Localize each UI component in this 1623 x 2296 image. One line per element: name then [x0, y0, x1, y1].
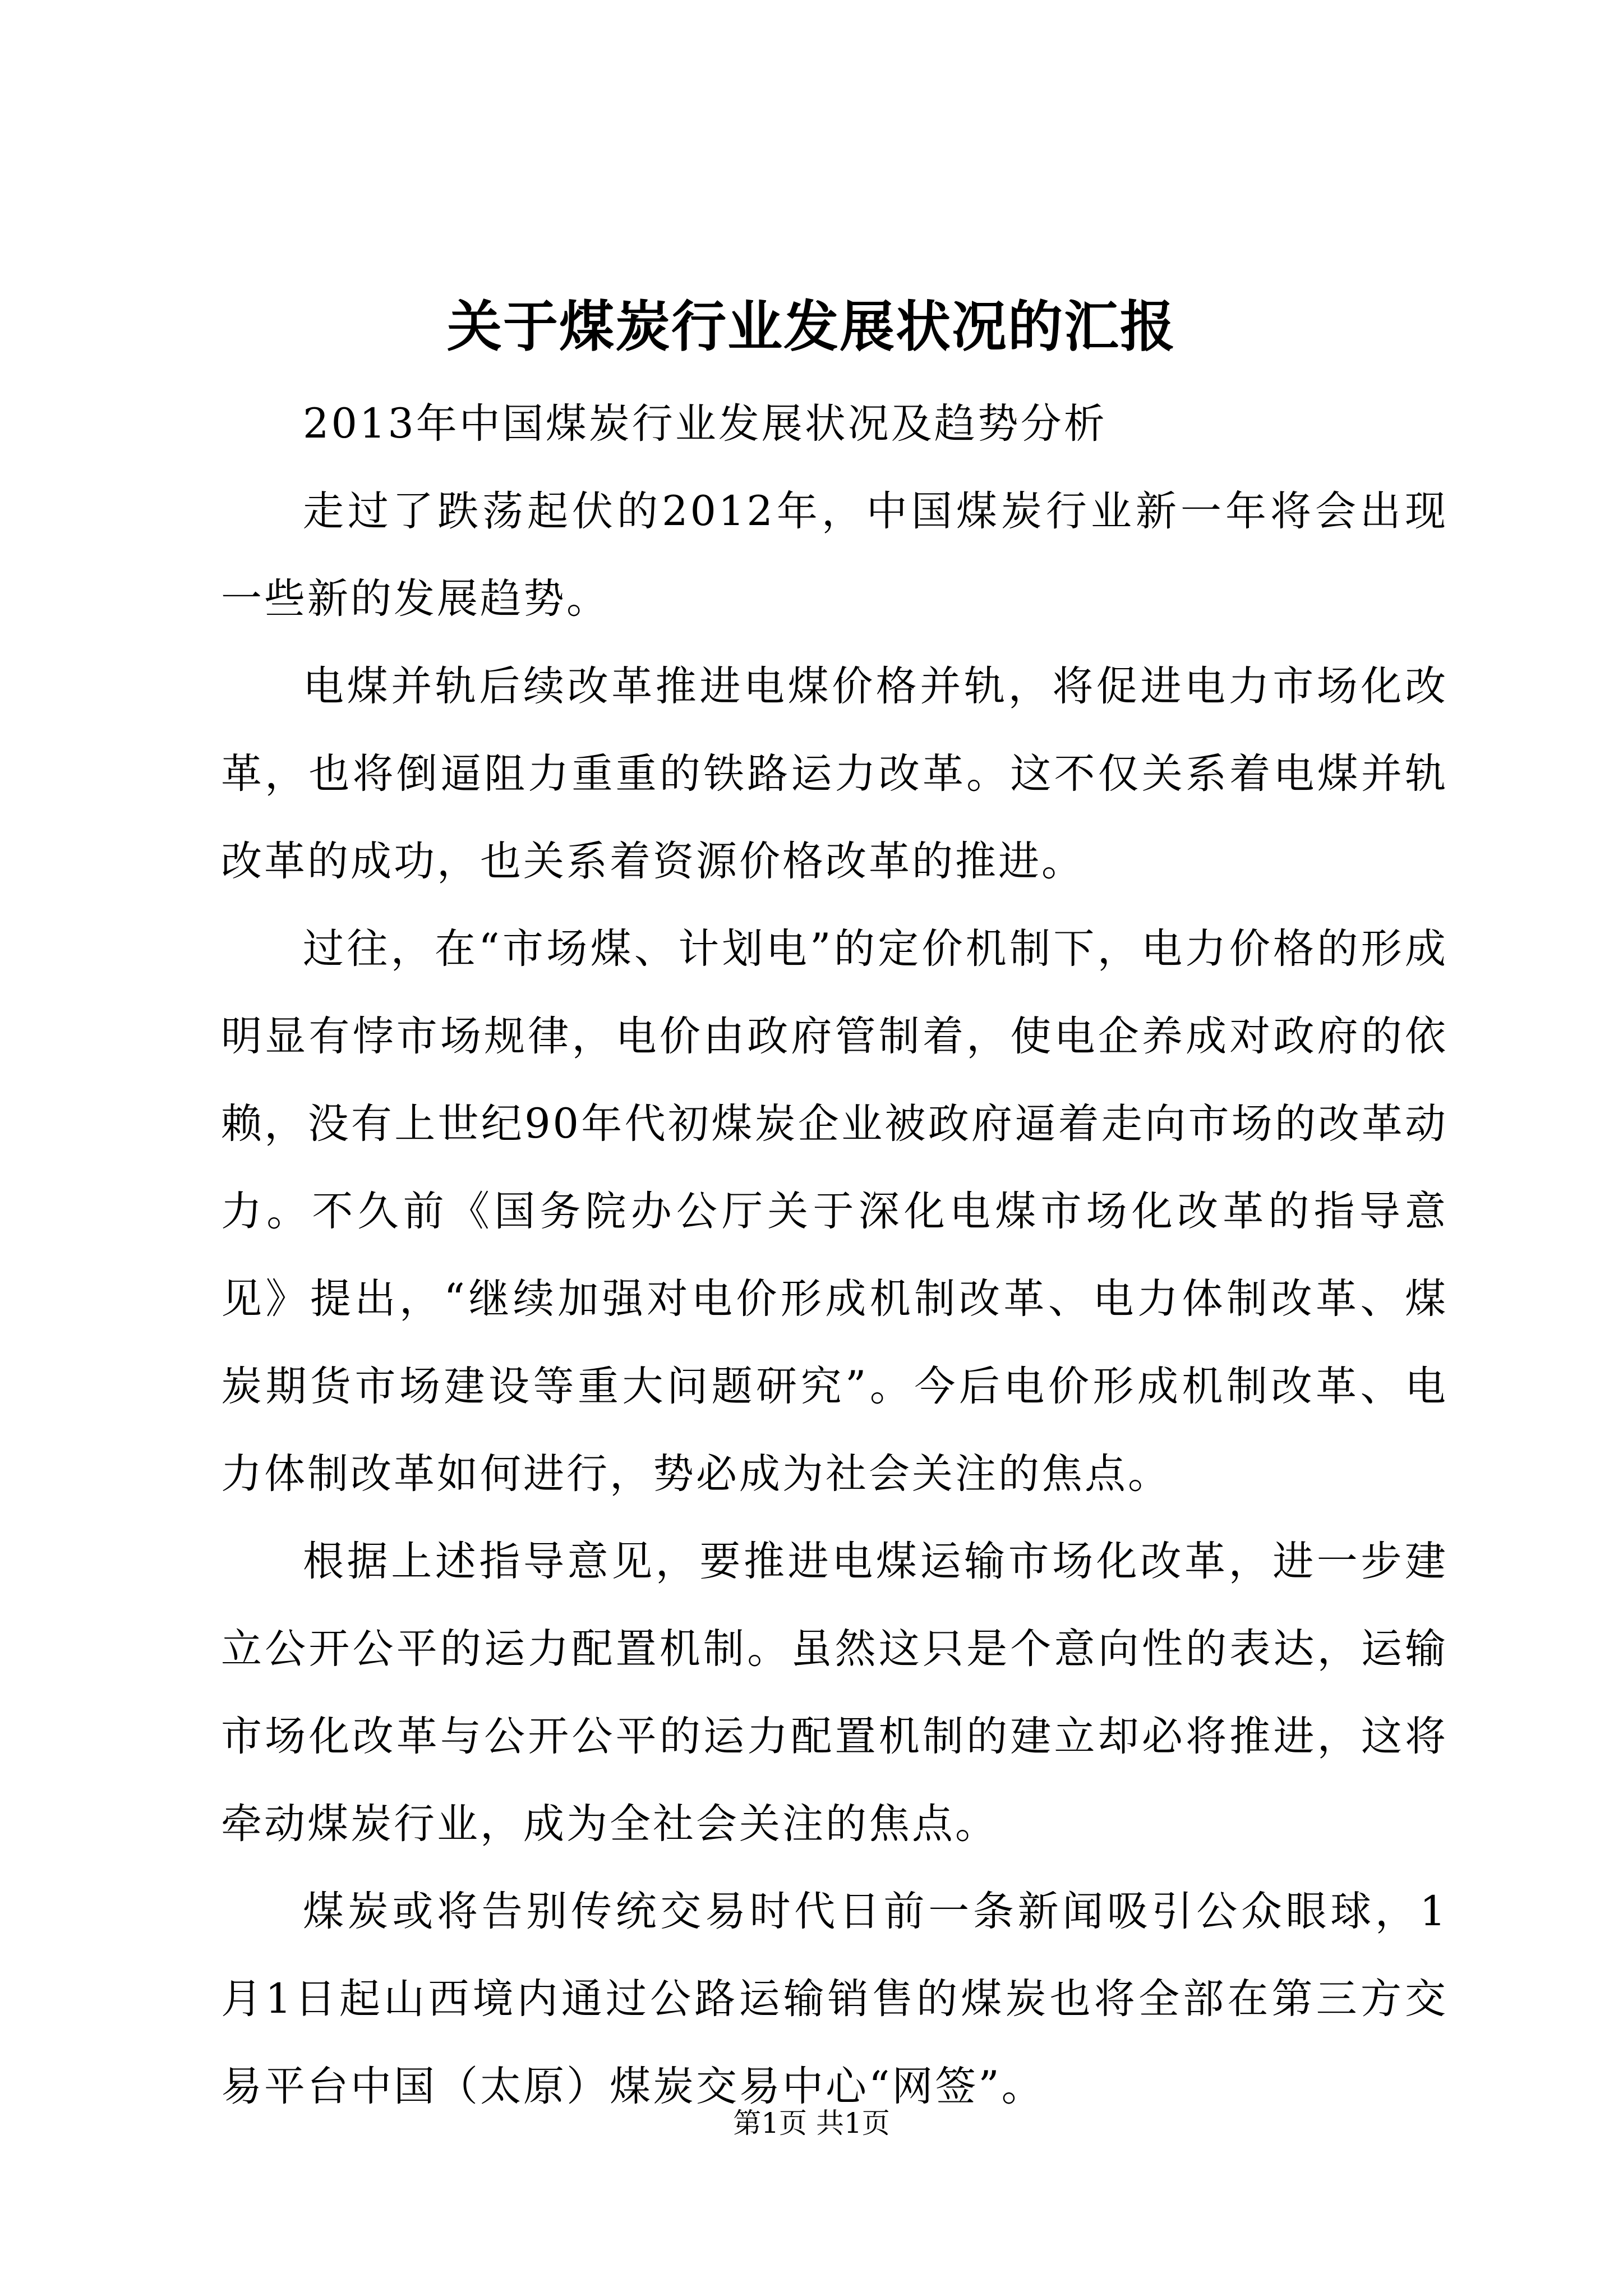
- paragraph-subtitle: 2013年中国煤炭行业发展状况及趋势分析: [303, 400, 1107, 448]
- paragraph: 电煤并轨后续改革推进电煤价格并轨，将促进电力市场化改革，也将倒逼阻力重重的铁路运力改革。这不仅关系着电煤并轨改革的成功，也关系着资源价格改革的推进。: [221, 662, 1448, 885]
- page-footer: 第1页 共1页: [733, 2107, 890, 2139]
- document-title: 关于煤炭行业发展状况的汇报: [446, 295, 1176, 359]
- document-body: [221, 380, 1448, 2131]
- paragraph: 根据上述指导意见，要推进电煤运输市场化改革，进一步建立公开公平的运力配置机制。虽然这只是个意向性的表达，运输市场化改革与公开公平的运力配置机制的建立却必将推进，这将牵动煤炭行业，成为全社会关注的焦点。: [221, 1538, 1448, 1848]
- paragraph: 过往，在“市场煤、计划电”的定价机制下，电力价格的形成明显有悖市场规律，电价由政府管制着，使电企养成对政府的依赖，没有上世纪90年代初煤炭企业被政府逼着走向市场的改革动力。不久前《国务院办公厅关于深化电煤市场化改革的指导意见》提出，“继续加强对电价形成机制改革、电力体制改革、煤炭期货市场建设等重大问题研究”。今后电价形成机制改革、电力体制改革如何进行，势必成为社会关注的焦点。: [221, 925, 1448, 1498]
- paragraph: 走过了跌荡起伏的2012年，中国煤炭行业新一年将会出现一些新的发展趋势。: [221, 487, 1448, 623]
- paragraph: 煤炭或将告别传统交易时代日前一条新闻吸引公众眼球，1月1日起山西境内通过公路运输销售的煤炭也将全部在第三方交易平台中国（太原）煤炭交易中心“网签”。: [221, 1888, 1448, 2110]
